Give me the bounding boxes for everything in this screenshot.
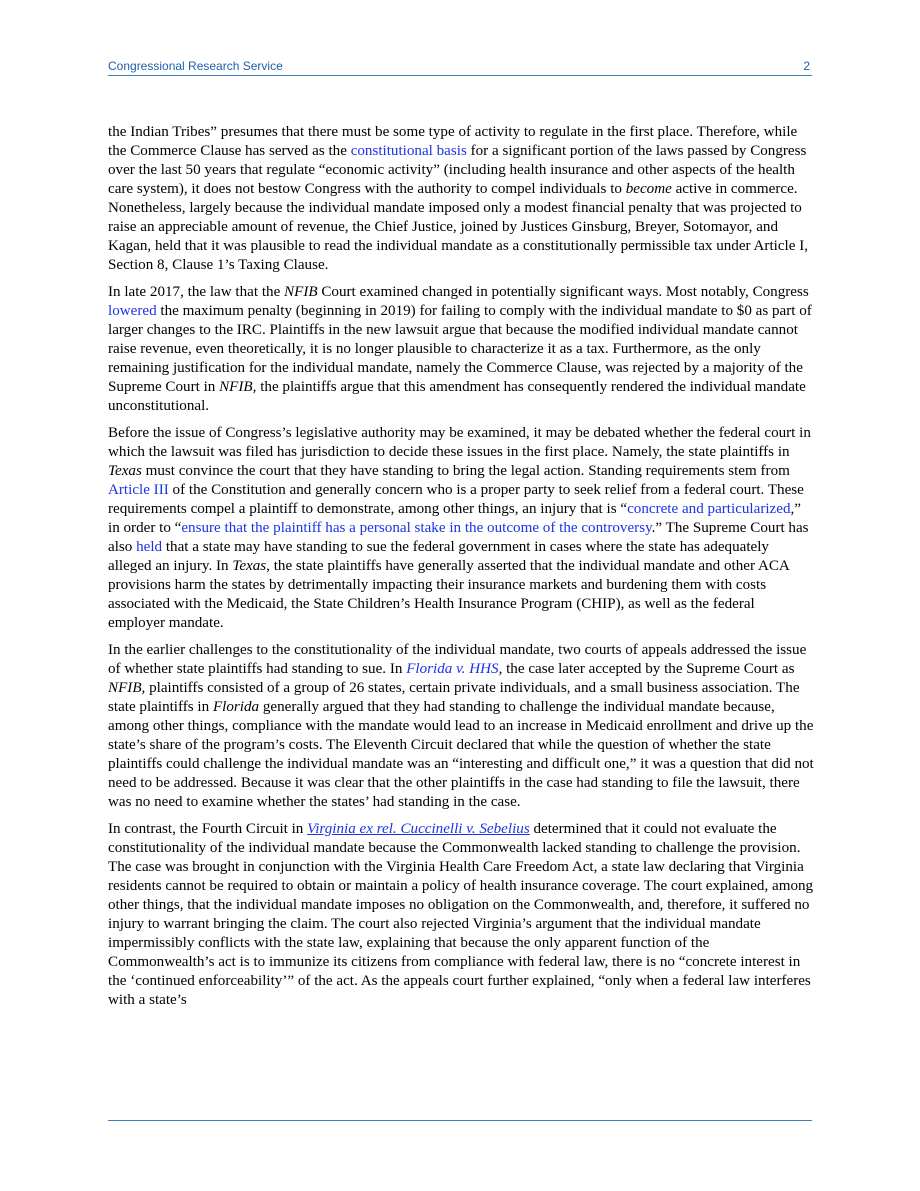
emphasis-texas: Texas [232,558,267,574]
link-virginia-v-sebelius[interactable]: Virginia ex rel. Cuccinelli v. Sebelius [307,821,530,837]
paragraph-4: In the earlier challenges to the constitutionality of the individual mandate, two courts of appeals addressed the issue of whether state plaintiffs had standing to sue. In Florida v. HHS, the case later accepted by the Supreme Court as NFIB, plaintiffs consisted of a group of 26 states, certain private individuals, and a small business association. The state plaintiffs in Florida generally argued that they had standing to challenge the individual mandate because, among other things, compliance with the mandate would lead to an increase in Medicaid enrollment and drive up the state’s share of the program’s costs. The Eleventh Circuit declared that while the question of whether the state plaintiffs could challenge the individual mandate was an “interesting and difficult one,” it was a question that did not need to be addressed. Because it was clear that the other plaintiffs in the case had standing to file the lawsuit, there was no need to examine whether the states’ had standing in the case. [108,642,814,810]
paragraph-1: the Indian Tribes” presumes that there must be some type of activity to regulate in the first place. Therefore, while the Commerce Clause has served as the constitutional basis for a significant portion of the laws passed by Congress over the last 50 years that regulate “economic activity” (including health insurance and other aspects of the health care system), it does not bestow Congress with the authority to compel individuals to become active in commerce. Nonetheless, largely because the individual mandate imposed only a modest financial penalty that was projected to raise an appreciable amount of revenue, the Chief Justice, joined by Justices Ginsburg, Breyer, Sotomayor, and Kagan, held that it was plausible to read the individual mandate as a constitutionally permissible tax under Article I, Section 8, Clause 1’s Taxing Clause. [108,124,808,273]
link-personal-stake[interactable]: ensure that the plaintiff has a personal stake in the outcome of the controversy [181,520,652,536]
header-source: Congressional Research Service [108,59,283,73]
paragraph-5: In contrast, the Fourth Circuit in Virginia ex rel. Cuccinelli v. Sebelius determined that it could not evaluate the constitutionality of the individual mandate because the Commonwealth lacked standing to challenge the provision. The case was brought in conjunction with the Virginia Health Care Freedom Act, a state law declaring that Virginia residents cannot be required to obtain or maintain a policy of health insurance coverage. The court explained, among other things, that the individual mandate imposes no obligation on the Commonwealth, and, therefore, it suffered no injury to warrant bringing the claim. The court also rejected Virginia’s argument that the individual mandate impermissibly conflicts with the state law, explaining that because the only apparent function of the Commonwealth’s act is to immunize its citizens from compliance with federal law, there is no “concrete interest in the ‘continued enforceability’” of the act. As the appeals court further explained, “only when a federal law interferes with a state’s [108,821,814,1008]
emphasis-texas: Texas [108,463,142,479]
emphasis-become: become [625,181,672,197]
page-number: 2 [803,59,810,73]
link-concrete-and-particularized[interactable]: concrete and particularized [627,501,791,517]
page-header [108,58,812,76]
emphasis-florida: Florida [212,699,260,715]
link-lowered[interactable]: lowered [108,303,157,319]
paragraph-3: Before the issue of Congress’s legislative authority may be examined, it may be debated whether the federal court in which the lawsuit was filed has jurisdiction to decide these issues in the first place. Namely, the state plaintiffs in Texas must convince the court that they have standing to bring the legal action. Standing requirements stem from Article III of the Constitution and generally concern who is a proper party to seek relief from a federal court. These requirements compel a plaintiff to demonstrate, among other things, an injury that is “concrete and particularized,” in order to “ensure that the plaintiff has a personal stake in the outcome of the controversy.” The Supreme Court has also held that a state may have standing to sue the federal government in cases where the state has adequately alleged an injury. In Texas, the state plaintiffs have generally asserted that the individual mandate and other ACA provisions harm the states by detrimentally impacting their insurance markets and burdening them with costs associated with the Medicaid, the State Children’s Health Insurance Program (CHIP), as well as the federal employer mandate. [108,425,811,631]
link-article-iii[interactable]: Article III [108,482,169,498]
link-constitutional-basis[interactable]: constitutional basis [350,143,467,159]
paragraph-2: In late 2017, the law that the NFIB Court examined changed in potentially significant ways. Most notably, Congress lowered the maximum penalty (beginning in 2019) for failing to comply with the individual mandate to $0 as part of larger changes to the IRC. Plaintiffs in the new lawsuit argue that because the modified individual mandate cannot raise revenue, even theoretically, it is no longer plausible to characterize it as a tax. Furthermore, as the only remaining justification for the individual mandate, namely the Commerce Clause, was rejected by a majority of the Supreme Court in NFIB, the plaintiffs argue that this amendment has consequently rendered the individual mandate unconstitutional. [108,284,812,414]
document-body [108,123,814,1018]
emphasis-nfib: NFIB [108,680,142,696]
footer-divider [108,1120,812,1121]
emphasis-nfib: NFIB [219,379,253,395]
link-florida-v-hhs[interactable]: Florida v. HHS [406,661,499,677]
emphasis-nfib: NFIB [284,284,318,300]
link-held[interactable]: held [136,539,163,555]
